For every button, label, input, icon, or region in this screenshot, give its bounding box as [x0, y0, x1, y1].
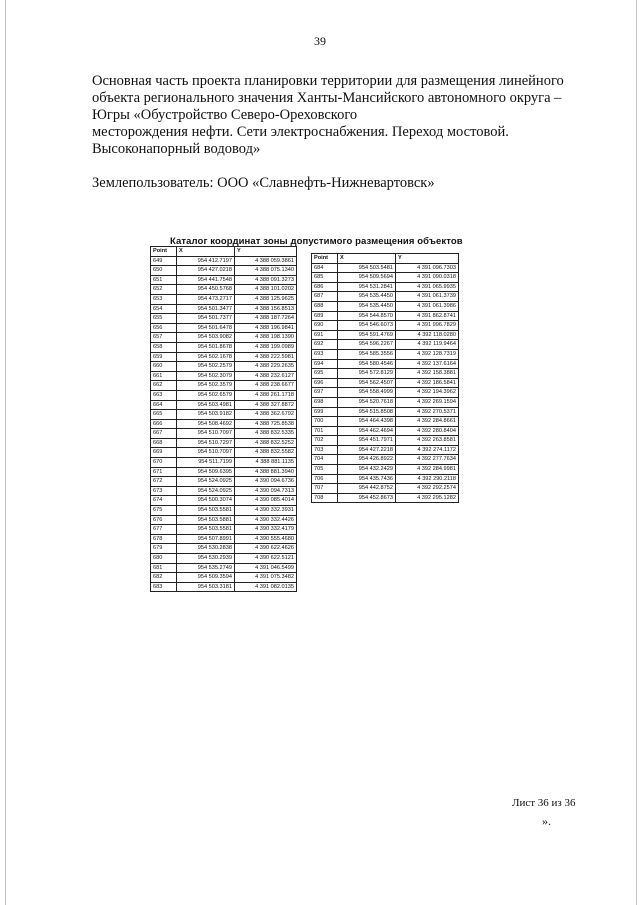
table-row — [312, 282, 459, 292]
cell-x: 954 503.5881 — [177, 515, 235, 525]
table-row — [151, 410, 297, 420]
cell-point: 674 — [151, 496, 177, 506]
cell-y: 4 392 269.1594 — [396, 397, 459, 407]
cell-x: 954 450.5768 — [177, 285, 235, 295]
coordinate-table-left — [150, 246, 297, 592]
cell-point: 680 — [151, 554, 177, 564]
cell-point: 649 — [151, 256, 177, 266]
cell-x: 954 435.7436 — [338, 474, 396, 484]
cell-y: 4 388 091.3273 — [235, 275, 297, 285]
cell-x: 954 510.7097 — [177, 429, 235, 439]
table-row — [151, 266, 297, 276]
cell-point: 706 — [312, 474, 338, 484]
cell-point: 653 — [151, 294, 177, 304]
cell-x: 954 451.7971 — [338, 436, 396, 446]
cell-point: 696 — [312, 378, 338, 388]
table-row — [312, 426, 459, 436]
cell-x: 954 572.8129 — [338, 369, 396, 379]
table-row — [151, 294, 297, 304]
cell-point: 703 — [312, 445, 338, 455]
cell-point: 673 — [151, 486, 177, 496]
cell-y: 4 392 194.3962 — [396, 388, 459, 398]
cell-point: 708 — [312, 493, 338, 503]
column-header-point: Point — [151, 247, 177, 257]
catalog-title: Каталог координат зоны допустимого размещения объектов — [170, 236, 463, 247]
cell-y: 4 388 238.6677 — [235, 381, 297, 391]
cell-point: 656 — [151, 323, 177, 333]
cell-x: 954 503.4981 — [177, 400, 235, 410]
heading-line: Высоконапорный водовод» — [92, 141, 261, 157]
cell-x: 954 535.2749 — [177, 563, 235, 573]
table-row — [151, 496, 297, 506]
cell-x: 954 473.2717 — [177, 294, 235, 304]
cell-point: 704 — [312, 455, 338, 465]
table-row — [312, 359, 459, 369]
cell-point: 657 — [151, 333, 177, 343]
cell-x: 954 441.7548 — [177, 275, 235, 285]
cell-x: 954 530.2838 — [177, 544, 235, 554]
cell-x: 954 412.7197 — [177, 256, 235, 266]
cell-x: 954 562.4507 — [338, 378, 396, 388]
table-row — [312, 445, 459, 455]
cell-x: 954 591.4769 — [338, 330, 396, 340]
cell-point: 692 — [312, 340, 338, 350]
cell-point: 699 — [312, 407, 338, 417]
cell-x: 954 442.8752 — [338, 484, 396, 494]
cell-y: 4 388 881.3940 — [235, 467, 297, 477]
land-user: Землепользователь: ООО «Славнефть-Нижневартовск» — [92, 175, 435, 191]
cell-x: 954 503.9082 — [177, 333, 235, 343]
cell-point: 698 — [312, 397, 338, 407]
cell-point: 707 — [312, 484, 338, 494]
document-heading — [92, 73, 592, 158]
cell-x: 954 464.4398 — [338, 417, 396, 427]
cell-point: 671 — [151, 467, 177, 477]
cell-x: 954 509.5694 — [338, 273, 396, 283]
cell-y: 4 391 090.0318 — [396, 273, 459, 283]
cell-y: 4 390 332.4426 — [235, 515, 297, 525]
table-row — [151, 285, 297, 295]
cell-y: 4 391 046.5499 — [235, 563, 297, 573]
cell-point: 700 — [312, 417, 338, 427]
table-row — [151, 582, 297, 592]
cell-x: 954 452.8673 — [338, 493, 396, 503]
cell-y: 4 392 118.0280 — [396, 330, 459, 340]
cell-y: 4 388 125.9625 — [235, 294, 297, 304]
page-number: 39 — [314, 34, 326, 48]
cell-y: 4 388 725.8538 — [235, 419, 297, 429]
table-row — [312, 484, 459, 494]
heading-line: месторождения нефти. Сети электроснабжения. Переход мостовой. — [92, 124, 509, 140]
cell-x: 954 509.6395 — [177, 467, 235, 477]
cell-y: 4 391 082.0135 — [235, 582, 297, 592]
cell-y: 4 388 232.6127 — [235, 371, 297, 381]
cell-point: 679 — [151, 544, 177, 554]
cell-y: 4 392 263.8581 — [396, 436, 459, 446]
cell-x: 954 502.2579 — [177, 362, 235, 372]
cell-point: 675 — [151, 506, 177, 516]
cell-y: 4 388 832.5582 — [235, 448, 297, 458]
cell-x: 954 503.5581 — [177, 525, 235, 535]
cell-y: 4 388 832.5252 — [235, 438, 297, 448]
cell-x: 954 501.8678 — [177, 342, 235, 352]
cell-y: 4 391 061.3986 — [396, 301, 459, 311]
cell-x: 954 501.3477 — [177, 304, 235, 314]
cell-y: 4 388 075.1340 — [235, 266, 297, 276]
table-row — [151, 438, 297, 448]
cell-point: 705 — [312, 465, 338, 475]
cell-y: 4 388 222.5981 — [235, 352, 297, 362]
cell-y: 4 392 280.8404 — [396, 426, 459, 436]
table-row — [151, 419, 297, 429]
cell-x: 954 502.3079 — [177, 371, 235, 381]
table-row — [151, 486, 297, 496]
cell-y: 4 390 622.5121 — [235, 554, 297, 564]
cell-y: 4 391 996.7829 — [396, 321, 459, 331]
column-header-x: X — [338, 254, 396, 264]
cell-x: 954 580.4546 — [338, 359, 396, 369]
cell-y: 4 388 832.5335 — [235, 429, 297, 439]
cell-point: 689 — [312, 311, 338, 321]
cell-point: 681 — [151, 563, 177, 573]
cell-x: 954 462.4694 — [338, 426, 396, 436]
table-header-row — [151, 247, 297, 257]
cell-x: 954 500.3074 — [177, 496, 235, 506]
scan-edge-left — [5, 0, 6, 905]
table-row — [312, 311, 459, 321]
cell-y: 4 392 137.6164 — [396, 359, 459, 369]
cell-x: 954 530.2939 — [177, 554, 235, 564]
cell-point: 695 — [312, 369, 338, 379]
cell-x: 954 508.4692 — [177, 419, 235, 429]
cell-y: 4 390 085.4014 — [235, 496, 297, 506]
table-row — [151, 352, 297, 362]
cell-point: 687 — [312, 292, 338, 302]
table-row — [312, 388, 459, 398]
cell-x: 954 509.3594 — [177, 573, 235, 583]
cell-point: 651 — [151, 275, 177, 285]
cell-point: 693 — [312, 349, 338, 359]
cell-x: 954 502.3579 — [177, 381, 235, 391]
cell-x: 954 531.2841 — [338, 282, 396, 292]
table-row — [312, 273, 459, 283]
cell-point: 666 — [151, 419, 177, 429]
cell-y: 4 390 622.4626 — [235, 544, 297, 554]
cell-point: 697 — [312, 388, 338, 398]
cell-point: 686 — [312, 282, 338, 292]
table-row — [312, 407, 459, 417]
coordinate-table-right — [311, 253, 459, 503]
cell-y: 4 388 881.1135 — [235, 458, 297, 468]
cell-x: 954 507.8991 — [177, 534, 235, 544]
cell-point: 660 — [151, 362, 177, 372]
closing-quote-mark: ». — [542, 814, 551, 828]
table-row — [151, 534, 297, 544]
table-row — [151, 458, 297, 468]
cell-point: 694 — [312, 359, 338, 369]
table-row — [312, 330, 459, 340]
cell-point: 682 — [151, 573, 177, 583]
cell-x: 954 524.0925 — [177, 477, 235, 487]
cell-y: 4 388 199.0989 — [235, 342, 297, 352]
cell-point: 670 — [151, 458, 177, 468]
cell-y: 4 388 229.2635 — [235, 362, 297, 372]
heading-line: Основная часть проекта планировки территории для размещения линейного — [92, 73, 564, 89]
cell-x: 954 535.4450 — [338, 301, 396, 311]
table-row — [312, 378, 459, 388]
cell-y: 4 388 327.8872 — [235, 400, 297, 410]
cell-point: 702 — [312, 436, 338, 446]
cell-y: 4 390 332.4179 — [235, 525, 297, 535]
heading-line: объекта регионального значения Ханты-Мансийского автономного округа – — [92, 90, 562, 106]
cell-x: 954 558.4999 — [338, 388, 396, 398]
table-row — [151, 554, 297, 564]
cell-point: 665 — [151, 410, 177, 420]
cell-point: 661 — [151, 371, 177, 381]
cell-y: 4 390 332.3931 — [235, 506, 297, 516]
cell-point: 663 — [151, 390, 177, 400]
cell-point: 690 — [312, 321, 338, 331]
cell-point: 669 — [151, 448, 177, 458]
cell-point: 662 — [151, 381, 177, 391]
table-row — [151, 333, 297, 343]
cell-x: 954 535.4450 — [338, 292, 396, 302]
table-row — [151, 342, 297, 352]
cell-y: 4 390 094.7313 — [235, 486, 297, 496]
cell-point: 672 — [151, 477, 177, 487]
table-row — [312, 493, 459, 503]
table-row — [151, 506, 297, 516]
cell-x: 954 510.7097 — [177, 448, 235, 458]
table-row — [151, 362, 297, 372]
cell-x: 954 544.8570 — [338, 311, 396, 321]
cell-point: 683 — [151, 582, 177, 592]
cell-x: 954 515.8508 — [338, 407, 396, 417]
cell-point: 668 — [151, 438, 177, 448]
cell-y: 4 390 094.6736 — [235, 477, 297, 487]
table-header-row — [312, 254, 459, 264]
cell-y: 4 391 862.8741 — [396, 311, 459, 321]
table-row — [151, 563, 297, 573]
cell-y: 4 390 555.4680 — [235, 534, 297, 544]
table-row — [312, 465, 459, 475]
cell-x: 954 501.6478 — [177, 323, 235, 333]
table-row — [312, 474, 459, 484]
cell-x: 954 546.6073 — [338, 321, 396, 331]
cell-point: 664 — [151, 400, 177, 410]
table-row — [151, 477, 297, 487]
table-row — [151, 304, 297, 314]
table-row — [151, 314, 297, 324]
cell-y: 4 388 196.9841 — [235, 323, 297, 333]
cell-x: 954 501.7377 — [177, 314, 235, 324]
table-row — [312, 455, 459, 465]
cell-point: 691 — [312, 330, 338, 340]
heading-line: Югры «Обустройство Северо-Ореховского — [92, 107, 358, 123]
cell-y: 4 392 284.9981 — [396, 465, 459, 475]
table-row — [312, 349, 459, 359]
cell-point: 678 — [151, 534, 177, 544]
column-header-point: Point — [312, 254, 338, 264]
table-row — [151, 544, 297, 554]
column-header-y: Y — [396, 254, 459, 264]
table-row — [312, 436, 459, 446]
table-row — [312, 417, 459, 427]
cell-y: 4 392 274.1172 — [396, 445, 459, 455]
cell-x: 954 502.6579 — [177, 390, 235, 400]
cell-x: 954 503.9182 — [177, 410, 235, 420]
cell-y: 4 388 261.1718 — [235, 390, 297, 400]
cell-x: 954 510.7297 — [177, 438, 235, 448]
cell-y: 4 388 059.3861 — [235, 256, 297, 266]
table-row — [312, 340, 459, 350]
cell-x: 954 520.7618 — [338, 397, 396, 407]
cell-y: 4 392 290.2118 — [396, 474, 459, 484]
cell-point: 701 — [312, 426, 338, 436]
cell-y: 4 391 096.7303 — [396, 263, 459, 273]
column-header-y: Y — [235, 247, 297, 257]
table-row — [151, 515, 297, 525]
table-row — [312, 397, 459, 407]
cell-x: 954 432.2429 — [338, 465, 396, 475]
cell-point: 659 — [151, 352, 177, 362]
table-row — [312, 292, 459, 302]
table-row — [312, 263, 459, 273]
table-row — [151, 381, 297, 391]
cell-x: 954 503.5581 — [177, 506, 235, 516]
cell-y: 4 392 284.8661 — [396, 417, 459, 427]
cell-y: 4 391 065.9935 — [396, 282, 459, 292]
cell-x: 954 502.1678 — [177, 352, 235, 362]
cell-y: 4 392 119.9464 — [396, 340, 459, 350]
table-row — [312, 369, 459, 379]
cell-x: 954 585.3556 — [338, 349, 396, 359]
cell-x: 954 427.0218 — [177, 266, 235, 276]
cell-y: 4 388 198.1390 — [235, 333, 297, 343]
cell-point: 650 — [151, 266, 177, 276]
cell-x: 954 503.5481 — [338, 263, 396, 273]
cell-y: 4 392 295.1282 — [396, 493, 459, 503]
cell-y: 4 392 186.5841 — [396, 378, 459, 388]
table-row — [151, 467, 297, 477]
cell-point: 655 — [151, 314, 177, 324]
table-row — [151, 573, 297, 583]
cell-y: 4 392 158.3881 — [396, 369, 459, 379]
cell-point: 667 — [151, 429, 177, 439]
cell-y: 4 391 075.3482 — [235, 573, 297, 583]
cell-x: 954 503.3181 — [177, 582, 235, 592]
table-row — [151, 400, 297, 410]
table-row — [151, 371, 297, 381]
cell-y: 4 392 270.5371 — [396, 407, 459, 417]
table-row — [151, 390, 297, 400]
cell-y: 4 392 128.7319 — [396, 349, 459, 359]
cell-point: 652 — [151, 285, 177, 295]
cell-point: 677 — [151, 525, 177, 535]
table-row — [151, 256, 297, 266]
cell-point: 676 — [151, 515, 177, 525]
cell-y: 4 392 277.7634 — [396, 455, 459, 465]
table-row — [151, 448, 297, 458]
table-row — [151, 429, 297, 439]
cell-y: 4 388 187.7264 — [235, 314, 297, 324]
cell-point: 654 — [151, 304, 177, 314]
cell-x: 954 511.7199 — [177, 458, 235, 468]
cell-y: 4 391 061.3739 — [396, 292, 459, 302]
table-row — [151, 323, 297, 333]
cell-y: 4 388 101.0202 — [235, 285, 297, 295]
column-header-x: X — [177, 247, 235, 257]
cell-x: 954 426.8922 — [338, 455, 396, 465]
table-row — [151, 275, 297, 285]
table-row — [312, 301, 459, 311]
cell-x: 954 427.2218 — [338, 445, 396, 455]
cell-point: 684 — [312, 263, 338, 273]
cell-x: 954 524.0925 — [177, 486, 235, 496]
cell-point: 688 — [312, 301, 338, 311]
cell-y: 4 388 362.6792 — [235, 410, 297, 420]
cell-point: 685 — [312, 273, 338, 283]
cell-point: 658 — [151, 342, 177, 352]
cell-x: 954 596.2267 — [338, 340, 396, 350]
table-row — [151, 525, 297, 535]
table-row — [312, 321, 459, 331]
scan-edge-right — [636, 0, 637, 905]
sheet-info: Лист 36 из 36 — [512, 797, 576, 809]
cell-y: 4 388 156.8513 — [235, 304, 297, 314]
cell-y: 4 392 292.2574 — [396, 484, 459, 494]
